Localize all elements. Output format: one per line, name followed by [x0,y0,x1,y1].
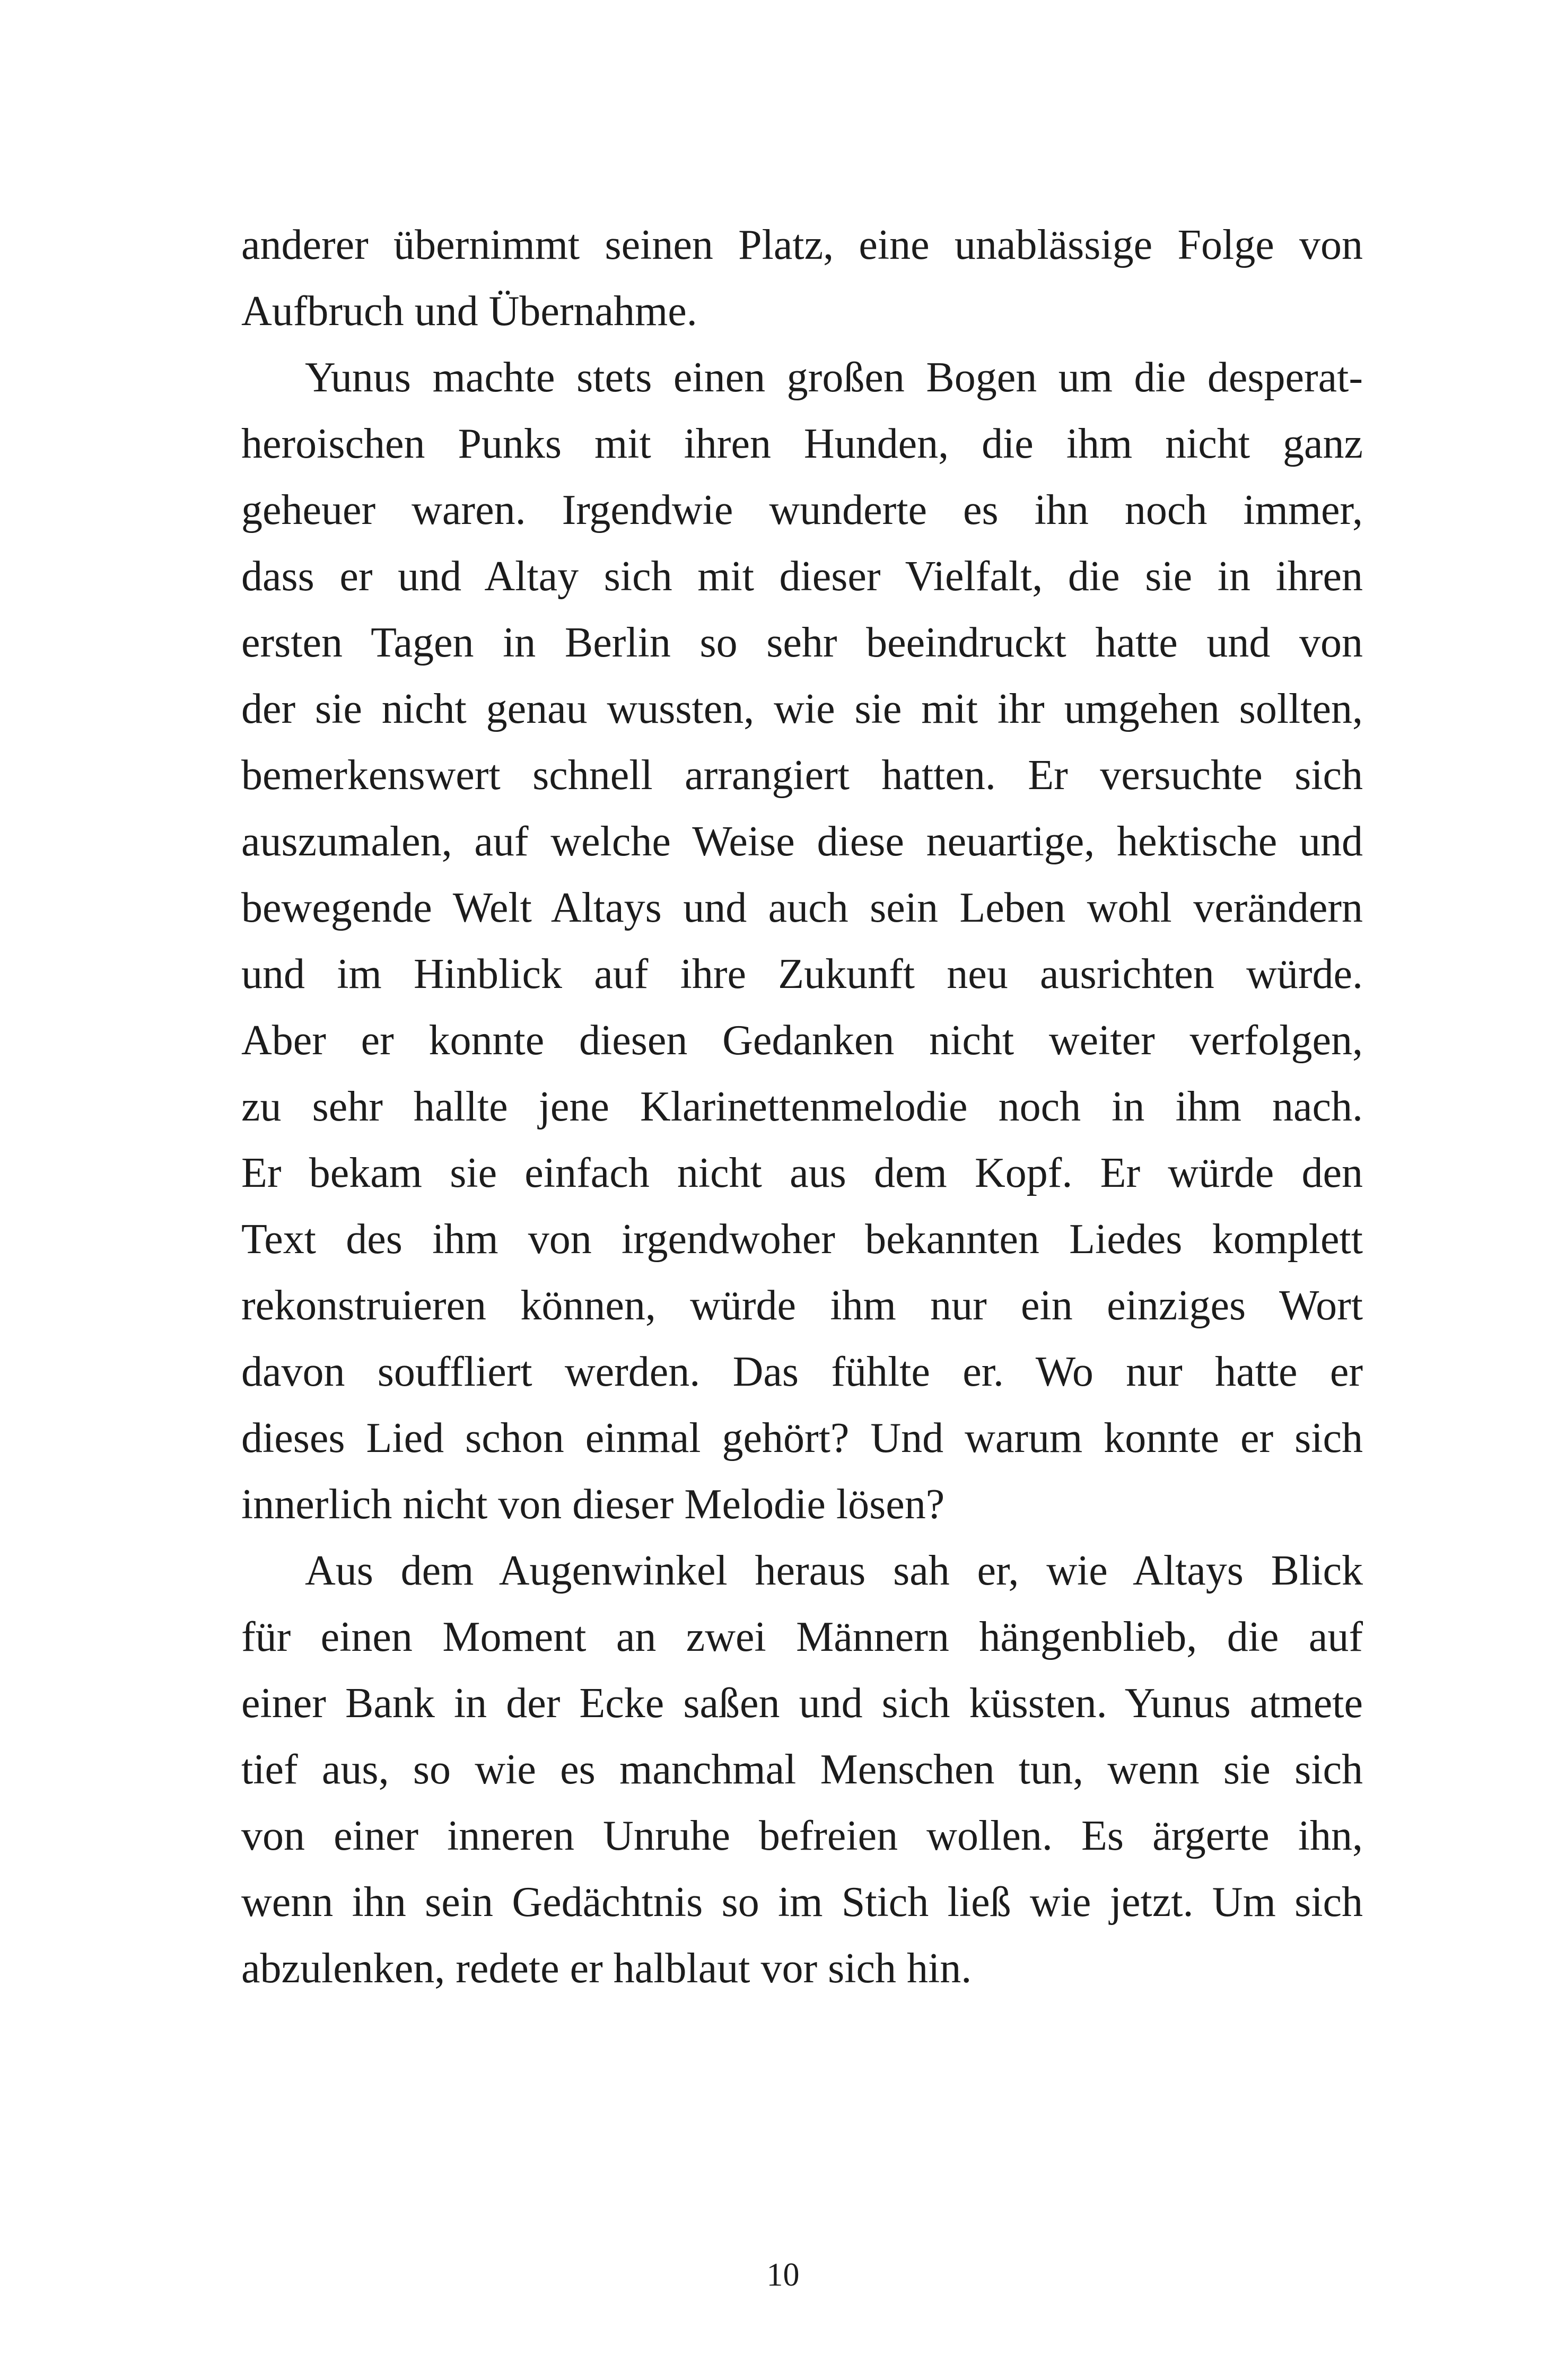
paragraph [241,212,1363,345]
body-text [241,212,1363,2002]
text-line: von einer inneren Unruhe befreien wollen. Es ärgerte ihn, [241,1813,1363,1859]
text-line: für einen Moment an zwei Männern hängenblieb, die auf [241,1614,1363,1660]
text-line: der sie nicht genau wussten, wie sie mit ihr umgehen sollten, [241,686,1363,732]
text-line: bewegende Welt Altays und auch sein Leben wohl verändern [241,885,1363,931]
text-line: anderer übernimmt seinen Platz, eine unablässige Folge von [241,222,1363,268]
text-line: und im Hinblick auf ihre Zukunft neu ausrichten würde. [241,951,1363,998]
text-line: Text des ihm von irgendwoher bekannten Liedes komplett [241,1216,1363,1263]
text-line: dieses Lied schon einmal gehört? Und warum konnte er sich [241,1415,1363,1462]
text-line: rekonstruieren können, würde ihm nur ein einziges Wort [241,1282,1363,1329]
page-number: 10 [766,2257,800,2293]
text-line: ersten Tagen in Berlin so sehr beeindruckt hatte und von [241,619,1363,666]
text-line: heroischen Punks mit ihren Hunden, die ihm nicht ganz [241,421,1363,467]
text-line: Aus dem Augenwinkel heraus sah er, wie Altays Blick [305,1547,1363,1594]
paragraph [241,345,1363,1538]
text-line: auszumalen, auf welche Weise diese neuartige, hektische und [241,818,1363,865]
text-line: Aber er konnte diesen Gedanken nicht weiter verfolgen, [241,1017,1363,1064]
text-line: zu sehr hallte jene Klarinettenmelodie noch in ihm nach. [241,1083,1363,1130]
text-line: wenn ihn sein Gedächtnis so im Stich ließ wie jetzt. Um sich [241,1879,1363,1926]
text-line: davon souffliert werden. Das fühlte er. Wo nur hatte er [241,1349,1363,1395]
paragraph [241,1538,1363,2002]
text-line: einer Bank in der Ecke saßen und sich küssten. Yunus atmete [241,1680,1363,1727]
text-line: dass er und Altay sich mit dieser Vielfalt, die sie in ihren [241,553,1363,600]
text-line: Yunus machte stets einen großen Bogen um die desperat- [305,354,1363,401]
text-line: Er bekam sie einfach nicht aus dem Kopf. Er würde den [241,1150,1363,1196]
text-line: tief aus, so wie es manchmal Menschen tun, wenn sie sich [241,1746,1363,1793]
text-line: innerlich nicht von dieser Melodie lösen? [241,1481,945,1528]
text-line: abzulenken, redete er halblaut vor sich hin. [241,1945,972,1992]
text-line: Aufbruch und Übernahme. [241,288,697,335]
text-line: geheuer waren. Irgendwie wunderte es ihn noch immer, [241,487,1363,533]
text-line: bemerkenswert schnell arrangiert hatten. Er versuchte sich [241,752,1363,799]
